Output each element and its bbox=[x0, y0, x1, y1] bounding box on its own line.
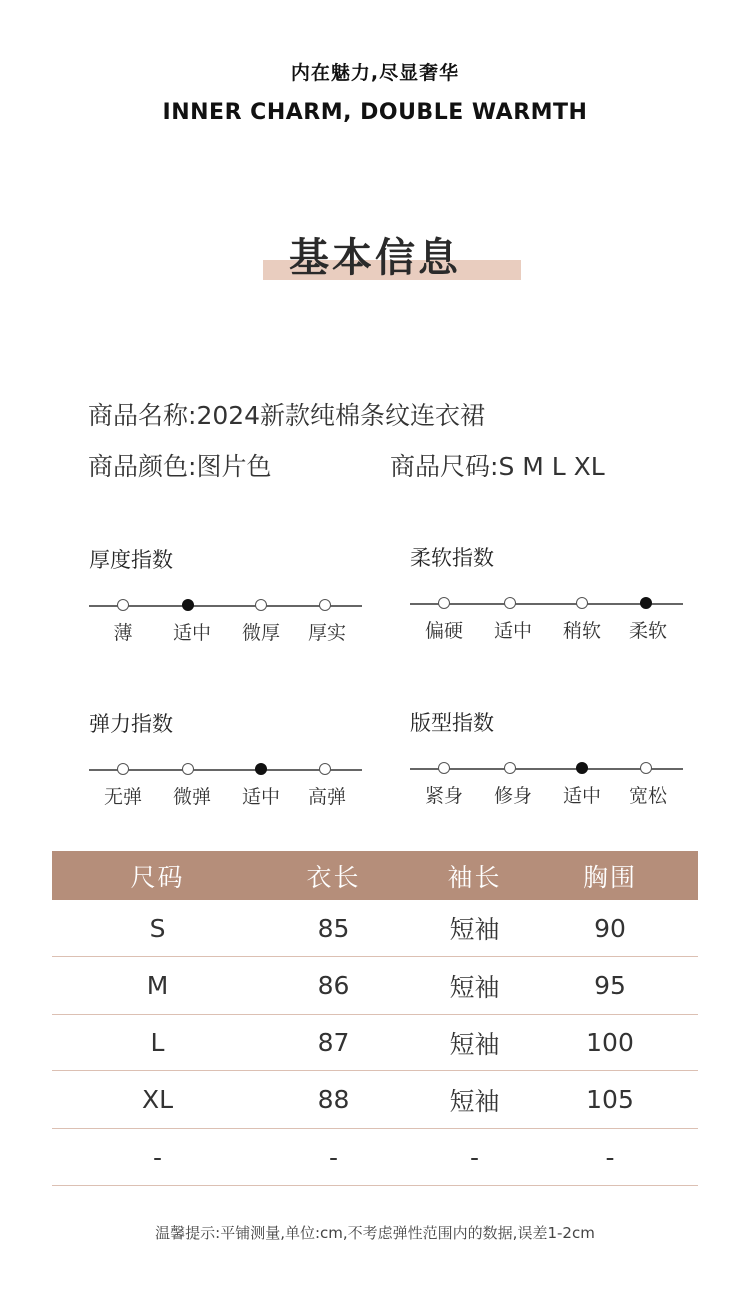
cell-size: M bbox=[146, 971, 169, 1000]
thickness-dot-3 bbox=[255, 599, 267, 611]
tagline-chinese: 内在魅力,尽显奢华 bbox=[290, 62, 460, 84]
cell-sleeve: 短袖 bbox=[449, 915, 500, 944]
cell-chest: - bbox=[605, 1142, 615, 1172]
cell-sleeve: - bbox=[469, 1142, 480, 1172]
cell-length: 85 bbox=[317, 913, 350, 943]
cell-chest: 90 bbox=[594, 913, 626, 943]
product-name-value: 2024新款纯棉条纹连衣裙 bbox=[196, 401, 486, 430]
table-row bbox=[52, 1071, 698, 1129]
softness-dot-4 bbox=[640, 597, 652, 609]
measurement-note: 温馨提示:平铺测量,单位:cm,不考虑弹性范围内的数据,误差1-2cm bbox=[155, 1224, 595, 1242]
elasticity-dot-1 bbox=[117, 763, 129, 775]
product-size-value: S M L XL bbox=[498, 452, 605, 481]
size-table bbox=[52, 851, 698, 1186]
elasticity-option-1: 无弹 bbox=[103, 786, 142, 808]
softness-option-4: 柔软 bbox=[628, 620, 667, 642]
thickness-option-4: 厚实 bbox=[307, 622, 346, 644]
product-name-label: 商品名称: bbox=[88, 401, 197, 430]
elasticity-scale bbox=[89, 708, 364, 818]
cell-length: 86 bbox=[317, 971, 350, 1000]
softness-scale-title: 柔软指数 bbox=[410, 546, 494, 570]
elasticity-dot-3 bbox=[255, 763, 267, 775]
cell-length: - bbox=[328, 1142, 339, 1172]
softness-option-2: 适中 bbox=[493, 620, 532, 642]
product-size bbox=[390, 447, 605, 483]
elasticity-dot-2 bbox=[182, 763, 194, 775]
cell-size: - bbox=[152, 1142, 163, 1172]
cell-chest: 95 bbox=[594, 971, 626, 1000]
cell-chest: 105 bbox=[586, 1085, 634, 1114]
cell-size: XL bbox=[141, 1085, 174, 1114]
table-row bbox=[52, 1129, 698, 1186]
section-title: 基本信息 bbox=[289, 235, 461, 281]
thickness-option-1: 薄 bbox=[113, 622, 133, 644]
header-length: 衣长 bbox=[306, 862, 361, 892]
header-sleeve: 袖长 bbox=[447, 862, 502, 892]
product-color-value: 图片色 bbox=[196, 452, 272, 481]
cell-size: S bbox=[149, 913, 166, 943]
cell-chest: 100 bbox=[586, 1028, 634, 1057]
cell-length: 88 bbox=[317, 1085, 350, 1114]
softness-dot-1 bbox=[438, 597, 450, 609]
cell-size: L bbox=[150, 1028, 165, 1057]
cell-sleeve: 短袖 bbox=[449, 972, 500, 1002]
elasticity-scale-title: 弹力指数 bbox=[89, 712, 173, 736]
fit-dot-4 bbox=[640, 762, 652, 774]
fit-scale-title: 版型指数 bbox=[410, 711, 494, 735]
cell-sleeve: 短袖 bbox=[449, 1029, 500, 1059]
thickness-scale-title: 厚度指数 bbox=[89, 548, 173, 572]
fit-scale bbox=[410, 707, 685, 817]
softness-dot-2 bbox=[504, 597, 516, 609]
elasticity-option-2: 微弹 bbox=[172, 786, 211, 808]
fit-option-2: 修身 bbox=[493, 785, 532, 807]
thickness-dot-4 bbox=[319, 599, 331, 611]
product-color bbox=[88, 447, 271, 483]
thickness-dot-2 bbox=[182, 599, 194, 611]
fit-option-4: 宽松 bbox=[628, 785, 667, 807]
softness-option-3: 稍软 bbox=[562, 620, 601, 642]
cell-length: 87 bbox=[317, 1028, 350, 1057]
cell-sleeve: 短袖 bbox=[449, 1086, 500, 1116]
product-name bbox=[88, 396, 485, 432]
thickness-dot-1 bbox=[117, 599, 129, 611]
product-size-label: 商品尺码: bbox=[390, 452, 499, 481]
softness-scale bbox=[410, 542, 685, 652]
thickness-scale bbox=[89, 544, 364, 654]
product-color-label: 商品颜色: bbox=[88, 452, 197, 481]
softness-option-1: 偏硬 bbox=[424, 620, 463, 642]
fit-dot-2 bbox=[504, 762, 516, 774]
fit-option-1: 紧身 bbox=[424, 785, 463, 807]
thickness-option-2: 适中 bbox=[172, 622, 211, 644]
fit-option-3: 适中 bbox=[562, 785, 601, 807]
elasticity-option-3: 适中 bbox=[241, 786, 280, 808]
softness-dot-3 bbox=[576, 597, 588, 609]
elasticity-dot-4 bbox=[319, 763, 331, 775]
tagline-english: INNER CHARM, DOUBLE WARMTH bbox=[162, 100, 588, 125]
table-row bbox=[52, 1015, 698, 1071]
fit-dot-1 bbox=[438, 762, 450, 774]
thickness-option-3: 微厚 bbox=[241, 622, 280, 644]
fit-dot-3 bbox=[576, 762, 588, 774]
table-row bbox=[52, 900, 698, 957]
header-chest: 胸围 bbox=[582, 862, 637, 892]
table-row bbox=[52, 957, 698, 1015]
elasticity-option-4: 高弹 bbox=[307, 786, 346, 808]
size-table-header bbox=[52, 851, 698, 900]
header-size: 尺码 bbox=[130, 862, 185, 892]
